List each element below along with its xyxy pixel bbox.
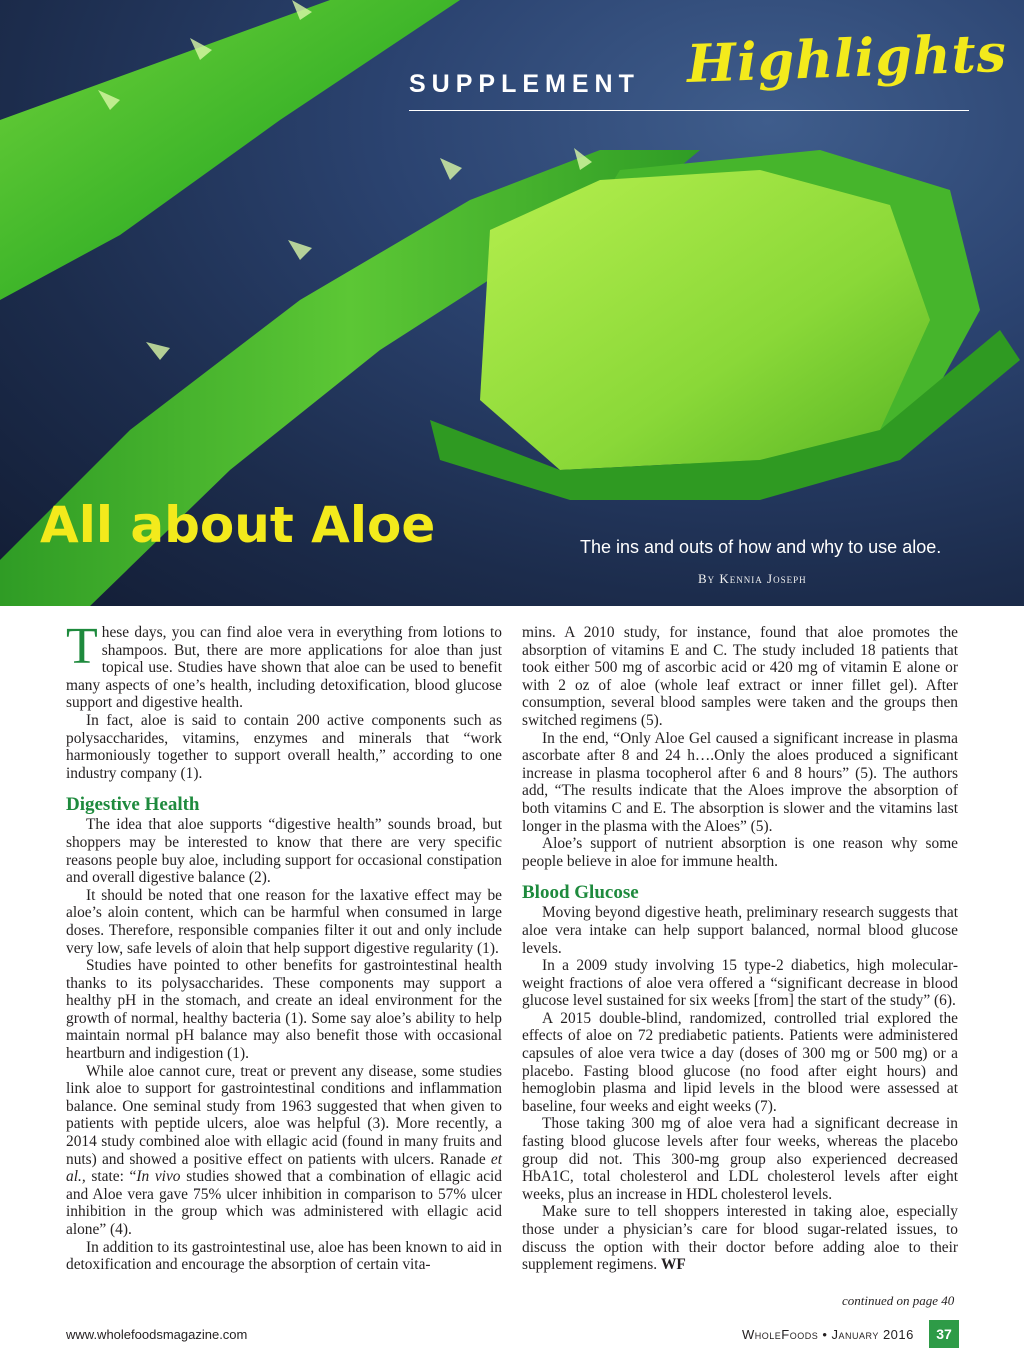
section-label: SUPPLEMENT (409, 70, 640, 98)
section-heading-digestive: Digestive Health (66, 794, 200, 816)
end-mark: WF (660, 1256, 686, 1274)
section-heading-glucose: Blood Glucose (522, 882, 639, 904)
continued-note: continued on page 40 (842, 1293, 955, 1308)
text-run: Make sure to tell shoppers interested in taking aloe, especially those under a physician’s care for blood sugar-related issues, to discuss the option with their doctor before adding aloe to their supplement regimens. (522, 1203, 958, 1274)
left-column (66, 618, 503, 1274)
byline: By Kennia Joseph (698, 571, 807, 586)
right-column (522, 624, 958, 1274)
paragraph: A 2015 double-blind, randomized, controlled trial explored the effects of aloe on 72 prediabetic patients. Patients were administered capsules of aloe vera twice a day (doses of 300 mg or 500 mg) or a placebo. Fasting blood glucose (no food after eight hours) and hemoglobin plasma and lipid levels in the blood were assessed at baseline, four weeks and eight weeks (7). (522, 1009, 958, 1115)
page-number-badge: 37 (929, 1320, 959, 1348)
footer-url-link[interactable]: www.wholefoodsmagazine.com (66, 1327, 248, 1342)
footer-magazine-issue: WholeFoods • January 2016 (742, 1327, 914, 1342)
text-run: state: “ (91, 1168, 137, 1186)
paragraph (66, 1063, 502, 1239)
paragraph: It should be noted that one reason for the laxative effect may be aloe’s aloin content, which can be harmful when consumed in large doses. Therefore, responsible companies filter it out and only include very low, safe levels of aloin that help support digestive regularity (1). (66, 886, 502, 957)
text-run: While aloe cannot cure, treat or prevent any disease, some studies link aloe to support for gastrointestinal conditions and inflammation balance. One seminal study from 1963 suggested that when given to patients with peptide ulcers, aloe was helpful (3). More recently, a 2014 study combined aloe with ellagic acid (found in many fruits and nuts) and showed a positive effect on patients with ulcers. Ranade (66, 1062, 502, 1168)
article-title: All about Aloe (40, 496, 436, 554)
intro-paragraph (66, 618, 502, 712)
text-run: studies showed that a combination of ellagic acid and Aloe vera gave 75% ulcer inhibition in comparison to 57% ulcer inhibition in the group which was administered with ellagic acid alone” (4). (66, 1168, 503, 1238)
intro-text: hese days, you can find aloe vera in everything from lotions to shampoos. But, there are more applications for aloe than just topical use. Studies have shown that aloe can be used to benefit many aspects of one’s health, including detoxification, blood glucose support and digestive health. (66, 624, 502, 712)
paragraph: Studies have pointed to other benefits for gastrointestinal health thanks to its polysaccharides. These components may support a healthy pH in the stomach, and create an ideal environment for the growth of normal, healthy bacteria (1). Some say aloe’s ability to help maintain normal pH balance may also benefit those with occasional heartburn and indigestion (1). (66, 957, 502, 1063)
paragraph: Moving beyond digestive heath, preliminary research suggests that aloe vera intake can help support balanced, normal blood glucose levels. (522, 904, 958, 957)
paragraph (522, 1203, 958, 1273)
section-script-label: Highlights (685, 22, 1008, 95)
drop-cap: T (66, 618, 98, 675)
leaf-cut-face (480, 170, 930, 470)
paragraph: In fact, aloe is said to contain 200 active components such as polysaccharides, vitamins, enzymes and minerals that “work harmoniously together to support overall health,” according to one industry company (1). (66, 711, 502, 782)
paragraph: mins. A 2010 study, for instance, found that aloe promotes the absorption of vitamins E and C. The study included 18 patients that took either 500 mg of ascorbic acid or 420 mg of vitamin E alone or with 2 oz of aloe (whole leaf extract or inner fillet gel). After consumption, several blood samples were taken and the groups then switched regimens (5). (522, 624, 958, 729)
italic-run: et al., (66, 1150, 502, 1186)
paragraph: The idea that aloe supports “digestive health” sounds broad, but shoppers may be interested to know that there are very specific reasons people buy aloe, including support for occasional constipation and overall digestive balance (2). (66, 816, 502, 887)
paragraph: Aloe’s support of nutrient absorption is one reason why some people believe in aloe for immune health. (522, 835, 958, 870)
italic-run: In vivo (136, 1168, 181, 1186)
paragraph: In addition to its gastrointestinal use, aloe has been known to aid in detoxification and encourage the absorption of certain vita- (66, 1238, 502, 1274)
hero-image (0, 0, 1024, 606)
section-rule (409, 110, 969, 111)
article-deck: The ins and outs of how and why to use aloe. (580, 537, 942, 557)
paragraph: Those taking 300 mg of aloe vera had a significant decrease in fasting blood glucose levels after four weeks, whereas the placebo group did not. This 300-mg group also experienced decreased HbA1C, total cholesterol and LDL cholesterol levels after eight weeks, plus an increase in HDL cholesterol levels. (522, 1115, 958, 1203)
paragraph: In a 2009 study involving 15 type-2 diabetics, high molecular-weight fractions of aloe vera offered a “significant decrease in blood glucose level sustained for six weeks [from] the start of the study” (6). (522, 957, 958, 1010)
paragraph: In the end, “Only Aloe Gel caused a significant increase in plasma ascorbate after 8 and 24 h….Only the aloes produced a significant increase in plasma tocopherol after 6 and 8 hours” (5). The authors add, “The results indicate that the Aloes improve the absorption of both vitamins C and E. The absorption is slower and the vitamins last longer in the plasma with the Aloes” (5). (522, 729, 958, 835)
